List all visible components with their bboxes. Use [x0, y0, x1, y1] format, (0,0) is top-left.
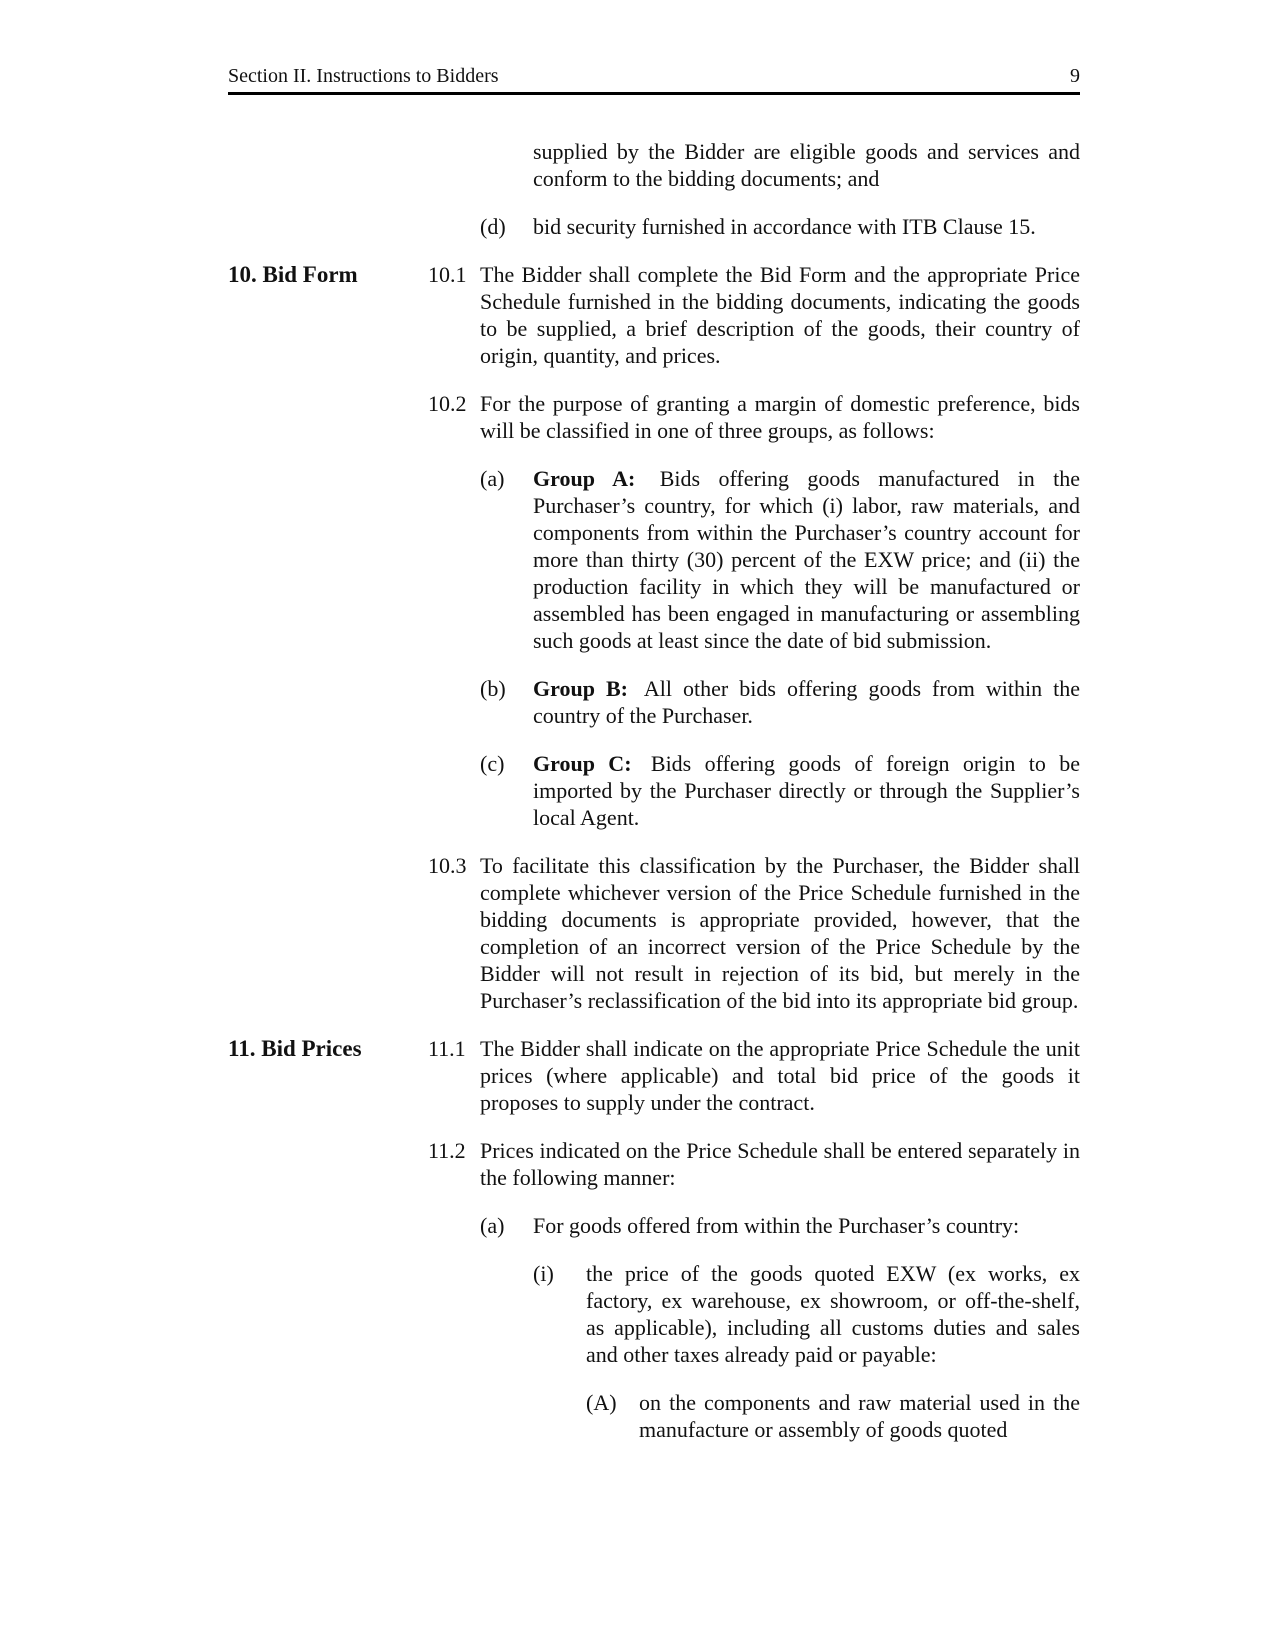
- paragraph-text: Bids offering goods of foreign origin to be imported by the Purchaser directly or through the Supplier’s local Agent.: [533, 751, 1081, 830]
- list-item-block: [228, 750, 1080, 831]
- clause-body: [480, 1212, 1080, 1239]
- paragraph-text: supplied by the Bidder are eligible goods and services and conform to the bidding documents; and: [533, 139, 1080, 191]
- clause-number: [428, 1212, 480, 1239]
- header-title: Section II. Instructions to Bidders: [228, 65, 499, 87]
- header-rule: [228, 92, 1080, 95]
- clause-block: [228, 261, 1080, 369]
- margin-section-heading: 10. Bid Form: [228, 262, 358, 287]
- list-marker: (A): [586, 1390, 617, 1415]
- clause-body: [480, 675, 1080, 729]
- clause-body: [480, 465, 1080, 654]
- clause-number: [428, 1260, 480, 1368]
- clause-number: 10.3: [428, 853, 467, 878]
- paragraph-text: All other bids offering goods from within the country of the Purchaser.: [533, 676, 1080, 728]
- paragraph-text: For goods offered from within the Purchaser’s country:: [533, 1213, 1020, 1238]
- list-item-block: [228, 213, 1080, 240]
- paragraph-text: To facilitate this classification by the Purchaser, the Bidder shall complete whichever version of the Price Schedule furnished in the bidding documents is appropriate provided, however, that the completion of an incorrect version of the Price Schedule by the Bidder will not result in rejection of its bid, but merely in the Purchaser’s reclassification of the bid into its appropriate bid group.: [480, 853, 1080, 1013]
- list-marker: (a): [480, 466, 505, 491]
- list-item-block: [228, 675, 1080, 729]
- margin-section-heading: [228, 1389, 428, 1443]
- paragraph-text: The Bidder shall complete the Bid Form and the appropriate Price Schedule furnished in the bidding documents, indicating the goods to be supplied, a brief description of the goods, their country of origin, quantity, and prices.: [480, 262, 1080, 368]
- list-item: [480, 465, 1080, 654]
- margin-section-heading: [228, 1212, 428, 1239]
- clause-number: [428, 213, 480, 240]
- page-header: [228, 64, 1080, 95]
- list-item-text: [533, 465, 1080, 654]
- clause-block: [228, 1035, 1080, 1116]
- margin-section-heading: [228, 465, 428, 654]
- clause-number: [428, 465, 480, 654]
- margin-section-heading: [228, 1260, 428, 1368]
- clause-number: 10.2: [428, 391, 467, 416]
- list-item: [480, 213, 1080, 240]
- group-label: Group A:: [533, 466, 636, 491]
- clause-number: [428, 750, 480, 831]
- margin-section-heading: [228, 213, 428, 240]
- list-marker: (i): [533, 1261, 554, 1286]
- paragraph-text: Bids offering goods manufactured in the Purchaser’s country, for which (i) labor, raw materials, and components from within the Purchaser’s country account for more than thirty (30) percent of the EXW price; and (ii) the production facility in which they will be manufactured or assembled has been engaged in manufacturing or assembling such goods at least since the date of bid submission.: [533, 466, 1081, 653]
- clause-block: [228, 390, 1080, 444]
- group-label: Group C:: [533, 751, 632, 776]
- list-marker: (c): [480, 751, 505, 776]
- list-item-block: [228, 1212, 1080, 1239]
- clause-number: 11.1: [428, 1036, 466, 1061]
- margin-section-heading: [228, 750, 428, 831]
- margin-section-heading: [228, 138, 428, 192]
- list-item-text: [533, 750, 1080, 831]
- page-number: 9: [1070, 65, 1080, 87]
- margin-section-heading: 11. Bid Prices: [228, 1036, 362, 1061]
- clause-number: [428, 675, 480, 729]
- paragraph-text: For the purpose of granting a margin of domestic preference, bids will be classified in one of three groups, as follows:: [480, 391, 1080, 443]
- list-item: [480, 675, 1080, 729]
- list-item: [480, 750, 1080, 831]
- clause-number: [428, 1389, 480, 1443]
- list-item-block: [228, 1260, 1080, 1368]
- list-item: [533, 1260, 1080, 1368]
- clause-number: 10.1: [428, 262, 467, 287]
- clause-body: [480, 138, 1080, 192]
- group-label: Group B:: [533, 676, 628, 701]
- list-item-text: [533, 675, 1080, 729]
- list-item: [480, 1212, 1080, 1239]
- list-item-block: [228, 138, 1080, 192]
- document-body: [228, 138, 1080, 1464]
- clause-body: [480, 1389, 1080, 1443]
- list-item: [480, 138, 1080, 192]
- margin-section-heading: [228, 1137, 428, 1191]
- list-item-block: [228, 1389, 1080, 1443]
- list-marker: (a): [480, 1213, 505, 1238]
- paragraph-text: Prices indicated on the Price Schedule shall be entered separately in the following manner:: [480, 1138, 1080, 1190]
- paragraph-text: the price of the goods quoted EXW (ex works, ex factory, ex warehouse, ex showroom, or off-the-shelf, as applicable), including all customs duties and sales and other taxes already paid or payable:: [586, 1261, 1080, 1367]
- list-item: [586, 1389, 1080, 1443]
- clause-block: [228, 1137, 1080, 1191]
- paragraph-text: The Bidder shall indicate on the appropriate Price Schedule the unit prices (where applicable) and total bid price of the goods it proposes to supply under the contract.: [480, 1036, 1080, 1115]
- list-marker: (b): [480, 676, 506, 701]
- clause-body: [480, 213, 1080, 240]
- clause-number: 11.2: [428, 1138, 466, 1163]
- clause-body: [480, 750, 1080, 831]
- margin-section-heading: [228, 852, 428, 1014]
- margin-section-heading: [228, 390, 428, 444]
- paragraph-text: bid security furnished in accordance with ITB Clause 15.: [533, 214, 1036, 239]
- paragraph-text: on the components and raw material used in the manufacture or assembly of goods quoted: [639, 1390, 1080, 1442]
- clause-block: [228, 852, 1080, 1014]
- margin-section-heading: [228, 675, 428, 729]
- list-marker: [480, 138, 533, 192]
- clause-number: [428, 138, 480, 192]
- list-item-block: [228, 465, 1080, 654]
- list-marker: (d): [480, 214, 506, 239]
- clause-body: [480, 1260, 1080, 1368]
